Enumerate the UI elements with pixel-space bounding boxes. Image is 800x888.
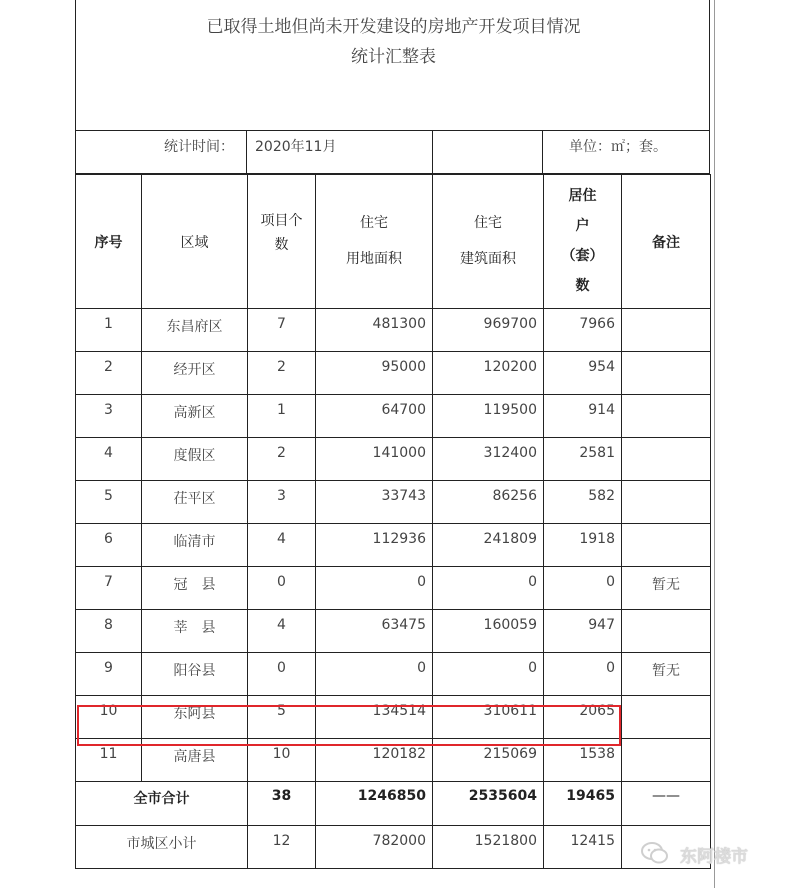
cell-houses: 0 xyxy=(544,567,622,610)
total-houses: 19465 xyxy=(544,782,622,826)
table-row xyxy=(76,438,711,481)
header-seq: 序号 xyxy=(76,175,142,309)
cell-land: 64700 xyxy=(316,395,433,438)
cell-build: 969700 xyxy=(433,309,544,352)
cell-land: 0 xyxy=(316,567,433,610)
cell-note xyxy=(622,696,711,739)
table-title: 已取得土地但尚未开发建设的房地产开发项目情况 xyxy=(206,17,581,37)
table-row xyxy=(76,352,711,395)
cell-seq: 6 xyxy=(76,524,142,567)
header-build-area xyxy=(433,175,544,309)
cell-seq: 4 xyxy=(76,438,142,481)
cell-land: 33743 xyxy=(316,481,433,524)
cell-note xyxy=(622,481,711,524)
data-table xyxy=(75,174,711,869)
table-row xyxy=(76,567,711,610)
cell-houses: 582 xyxy=(544,481,622,524)
subtotal-houses: 12415 xyxy=(544,826,622,869)
cell-seq: 9 xyxy=(76,653,142,696)
watermark-text: 东阿楼市 xyxy=(680,847,748,867)
cell-seq: 8 xyxy=(76,610,142,653)
cell-houses: 947 xyxy=(544,610,622,653)
cell-build: 310611 xyxy=(433,696,544,739)
cell-land: 112936 xyxy=(316,524,433,567)
header-note: 备注 xyxy=(622,175,711,309)
cell-note xyxy=(622,438,711,481)
total-label: 全市合计 xyxy=(76,782,248,826)
header-land-line2: 用地面积 xyxy=(346,251,402,267)
meta-blank-cell xyxy=(432,130,543,174)
subtotal-label: 市城区小计 xyxy=(76,826,248,869)
header-count xyxy=(248,175,316,309)
subtotal-land: 782000 xyxy=(316,826,433,869)
cell-region: 阳谷县 xyxy=(142,653,248,696)
cell-region: 高新区 xyxy=(142,395,248,438)
header-house-line2: 户 xyxy=(575,218,590,234)
header-households xyxy=(544,175,622,309)
cell-build: 119500 xyxy=(433,395,544,438)
table-row xyxy=(76,395,711,438)
cell-count: 7 xyxy=(248,309,316,352)
total-note: —— xyxy=(622,782,711,826)
cell-land: 481300 xyxy=(316,309,433,352)
wechat-icon xyxy=(640,841,670,865)
cell-build: 0 xyxy=(433,567,544,610)
total-build: 2535604 xyxy=(433,782,544,826)
header-land-line1: 住宅 xyxy=(360,215,388,231)
cell-build: 120200 xyxy=(433,352,544,395)
subtotal-build: 1521800 xyxy=(433,826,544,869)
cell-houses: 954 xyxy=(544,352,622,395)
cell-land: 120182 xyxy=(316,739,433,782)
cell-seq: 10 xyxy=(76,696,142,739)
cell-region: 莘 县 xyxy=(142,610,248,653)
cell-note xyxy=(622,395,711,438)
cell-region: 茌平区 xyxy=(142,481,248,524)
header-region: 区域 xyxy=(142,175,248,309)
subtotal-count: 12 xyxy=(248,826,316,869)
cell-land: 95000 xyxy=(316,352,433,395)
header-land-area xyxy=(316,175,433,309)
cell-note xyxy=(622,610,711,653)
cell-count: 2 xyxy=(248,352,316,395)
cell-region: 经开区 xyxy=(142,352,248,395)
cell-note: 暂无 xyxy=(622,653,711,696)
total-count: 38 xyxy=(248,782,316,826)
header-build-line2: 建筑面积 xyxy=(460,251,516,267)
cell-houses: 1538 xyxy=(544,739,622,782)
table-row xyxy=(76,739,711,782)
cell-region: 东昌府区 xyxy=(142,309,248,352)
cell-note xyxy=(622,309,711,352)
cell-houses: 2065 xyxy=(544,696,622,739)
time-value: 2020年11月 xyxy=(246,130,433,174)
cell-count: 1 xyxy=(248,395,316,438)
cell-note: 暂无 xyxy=(622,567,711,610)
cell-land: 63475 xyxy=(316,610,433,653)
table-row xyxy=(76,481,711,524)
cell-note xyxy=(622,739,711,782)
cell-seq: 1 xyxy=(76,309,142,352)
cell-count: 4 xyxy=(248,610,316,653)
cell-region: 度假区 xyxy=(142,438,248,481)
page-edge-line xyxy=(714,0,715,888)
meta-row xyxy=(75,130,710,174)
header-count-line2: 数 xyxy=(274,237,289,253)
cell-seq: 11 xyxy=(76,739,142,782)
cell-count: 10 xyxy=(248,739,316,782)
total-row xyxy=(76,782,711,826)
cell-land: 0 xyxy=(316,653,433,696)
header-build-line1: 住宅 xyxy=(474,215,502,231)
cell-region: 冠 县 xyxy=(142,567,248,610)
cell-count: 0 xyxy=(248,567,316,610)
unit-label: 单位：㎡；套。 xyxy=(542,130,710,174)
cell-region: 临清市 xyxy=(142,524,248,567)
total-land: 1246850 xyxy=(316,782,433,826)
table-row xyxy=(76,309,711,352)
cell-land: 134514 xyxy=(316,696,433,739)
cell-count: 4 xyxy=(248,524,316,567)
header-count-line1: 项目个 xyxy=(260,213,303,229)
header-house-line4: 数 xyxy=(575,278,590,294)
cell-build: 86256 xyxy=(433,481,544,524)
cell-note xyxy=(622,352,711,395)
cell-count: 3 xyxy=(248,481,316,524)
cell-build: 312400 xyxy=(433,438,544,481)
cell-houses: 2581 xyxy=(544,438,622,481)
table-row-highlighted xyxy=(76,696,711,739)
cell-houses: 7966 xyxy=(544,309,622,352)
cell-build: 215069 xyxy=(433,739,544,782)
cell-seq: 3 xyxy=(76,395,142,438)
cell-build: 241809 xyxy=(433,524,544,567)
cell-seq: 2 xyxy=(76,352,142,395)
cell-seq: 5 xyxy=(76,481,142,524)
header-row xyxy=(76,175,711,309)
cell-region: 东阿县 xyxy=(142,696,248,739)
cell-count: 5 xyxy=(248,696,316,739)
title-block xyxy=(75,0,710,130)
table-row xyxy=(76,653,711,696)
cell-houses: 914 xyxy=(544,395,622,438)
subtotal-row xyxy=(76,826,711,869)
cell-note xyxy=(622,524,711,567)
cell-count: 2 xyxy=(248,438,316,481)
cell-seq: 7 xyxy=(76,567,142,610)
cell-land: 141000 xyxy=(316,438,433,481)
header-house-line3: （套） xyxy=(561,248,604,264)
time-label: 统计时间： xyxy=(75,130,247,174)
table-row xyxy=(76,524,711,567)
cell-build: 0 xyxy=(433,653,544,696)
cell-houses: 0 xyxy=(544,653,622,696)
cell-houses: 1918 xyxy=(544,524,622,567)
cell-count: 0 xyxy=(248,653,316,696)
table-subtitle: 统计汇整表 xyxy=(351,47,436,67)
table-row xyxy=(76,610,711,653)
summary-sheet xyxy=(75,0,710,888)
cell-build: 160059 xyxy=(433,610,544,653)
header-house-line1: 居住 xyxy=(568,188,597,204)
cell-region: 高唐县 xyxy=(142,739,248,782)
watermark xyxy=(640,838,780,870)
